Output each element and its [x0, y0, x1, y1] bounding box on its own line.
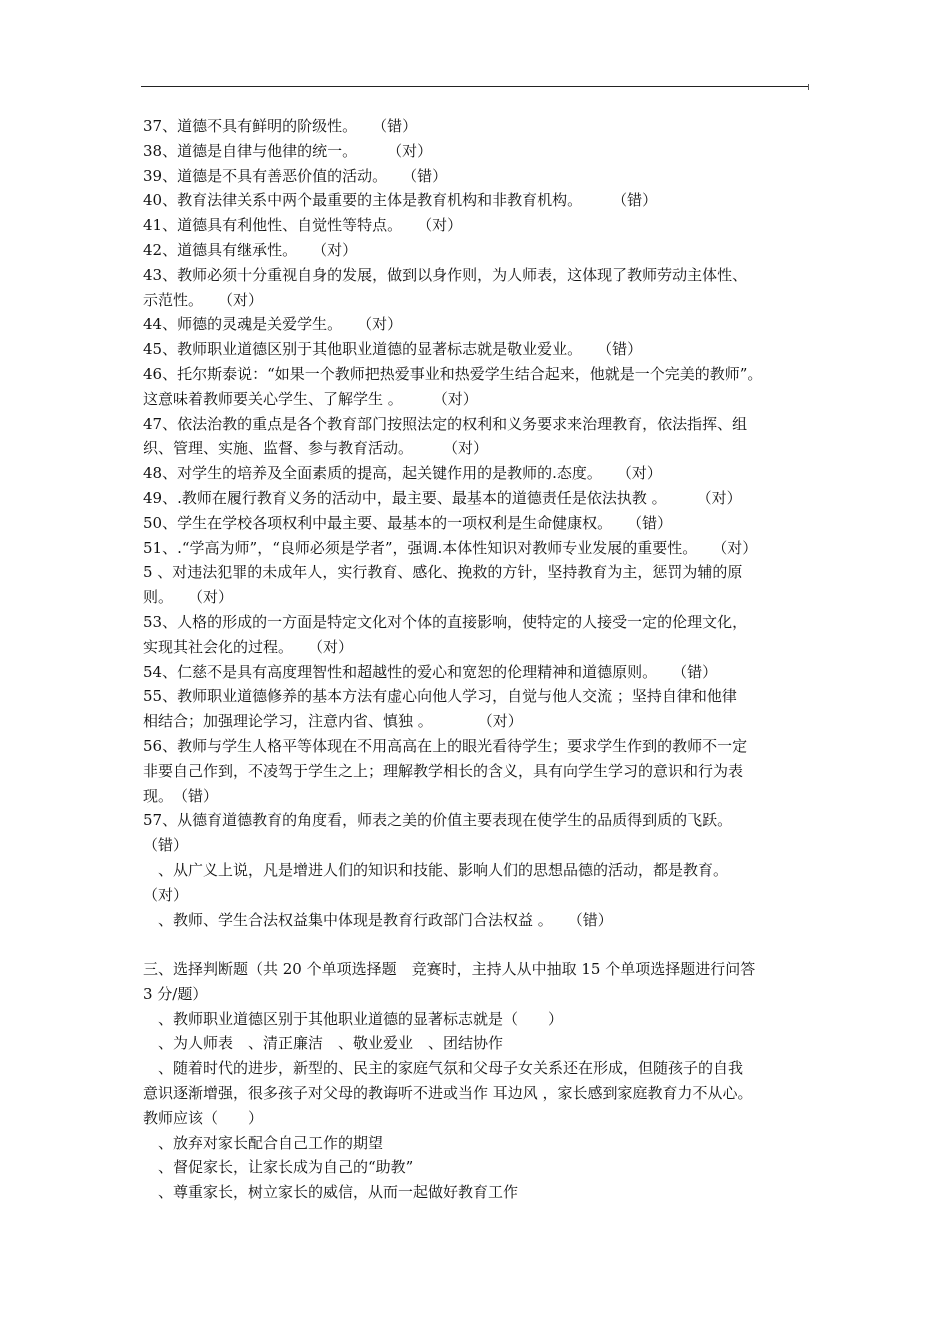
text-line: 教师应该（ ）	[143, 1108, 264, 1127]
text-line: 55、教师职业道德修养的基本方法有虚心向他人学习，自觉与他人交流 ；坚持自律和他律	[143, 687, 737, 706]
text-line: 实现其社会化的过程。 （对）	[143, 637, 354, 656]
text-line: 48、对学生的培养及全面素质的提高，起关键作用的是教师的.态度。 （对）	[143, 464, 662, 483]
text-line: 37、道德不具有鲜明的阶级性。 （错）	[143, 117, 418, 135]
header-rule-tick	[808, 84, 809, 90]
text-line: 57、从德育道德教育的角度看，师表之美的价值主要表现在使学生的品质得到质的飞跃。	[143, 811, 733, 830]
text-line: 、为人师表 、清正廉洁 、敬业爱业 、团结协作	[143, 1034, 504, 1053]
text-line: 44、师德的灵魂是关爱学生。 （对）	[143, 315, 403, 334]
text-line: 56、教师与学生人格平等体现在不用高高在上的眼光看待学生；要求学生作到的教师不一定	[143, 736, 748, 755]
text-line: 47、依法治教的重点是各个教育部门按照法定的权利和义务要求来治理教育，依法指挥、组	[143, 414, 748, 433]
text-line: 则。 （对）	[143, 588, 234, 607]
text-line: 示范性。 （对）	[143, 290, 264, 309]
text-line: 41、道德具有利他性、自觉性等特点。 （对）	[143, 216, 463, 235]
text-line: 39、道德是不具有善恶价值的活动。 （错）	[143, 166, 448, 185]
text-line: 意识逐渐增强，很多孩子对父母的教诲听不进或当作 耳边风 ，家长感到家庭教育力不从心。	[143, 1084, 753, 1103]
text-line: 、放弃对家长配合自己工作的期望	[143, 1133, 384, 1152]
text-line: （错）	[143, 836, 189, 855]
text-line: 、随着时代的进步，新型的、民主的家庭气氛和父母子女关系还在形成，但随孩子的自我	[143, 1059, 744, 1078]
text-line: 、教师、学生合法权益集中体现是教育行政部门合法权益 。 （错）	[143, 910, 613, 929]
text-line: 织、管理、实施、监督、参与教育活动。 （对）	[143, 439, 489, 458]
text-line: 50、学生在学校各项权利中最主要、最基本的一项权利是生命健康权。 （错）	[143, 513, 673, 532]
text-line: 相结合；加强理论学习，注意内省、慎独 。 （对）	[143, 712, 523, 731]
text-line: 、督促家长，让家长成为自己的“助教”	[143, 1158, 414, 1177]
header-rule	[141, 86, 808, 87]
document-body	[143, 114, 813, 1205]
text-line: 45、教师职业道德区别于其他职业道德的显著标志就是敬业爱业。 （错）	[143, 340, 643, 359]
text-line: 非要自己作到，不凌驾于学生之上；理解教学相长的含义，具有向学生学习的意识和行为表	[143, 761, 744, 780]
text-line: 3 分/题）	[143, 984, 208, 1003]
text-line: 、尊重家长，树立家长的威信，从而一起做好教育工作	[143, 1183, 519, 1202]
text-line: 、从广义上说，凡是增进人们的知识和技能、影响人们的思想品德的活动，都是教育。	[143, 860, 729, 879]
text-line: 现。 （错）	[143, 786, 219, 805]
text-line: 42、道德具有继承性。 （对）	[143, 240, 358, 259]
blank-line	[143, 932, 813, 957]
text-line: （对）	[143, 885, 189, 904]
text-line: 38、道德是自律与他律的统一。 （对）	[143, 141, 433, 160]
text-line: 40、教育法律关系中两个最重要的主体是教育机构和非教育机构。 （错）	[143, 191, 658, 210]
text-line: 49、.教师在履行教育义务的活动中，最主要、最基本的道德责任是依法执教 。 （对）	[143, 488, 742, 507]
text-line: 三、选择判断题（共 20 个单项选择题 竞赛时，主持人从中抽取 15 个单项选择题进行问答	[143, 960, 756, 979]
text-line: 43、教师必须十分重视自身的发展，做到以身作则，为人师表，这体现了教师劳动主体性、	[143, 265, 748, 284]
text-line: 51、.“学高为师”，“良师必须是学者”，强调.本体性知识对教师专业发展的重要性。 （对）	[143, 538, 758, 557]
text-line: 46、托尔斯泰说：“如果一个教师把热爱事业和热爱学生结合起来，他就是一个完美的教师”。	[143, 364, 763, 383]
text-line: 、教师职业道德区别于其他职业道德的显著标志就是（ ）	[143, 1009, 564, 1028]
text-line: 5 、对违法犯罪的未成年人，实行教育、感化、挽救的方针，坚持教育为主，惩罚为辅的原	[143, 563, 743, 582]
text-line: 53、人格的形成的一方面是特定文化对个体的直接影响，使特定的人接受一定的伦理文化，	[143, 612, 748, 631]
text-line: 这意味着教师要关心学生、了解学生 。 （对）	[143, 389, 478, 408]
text-line: 54、仁慈不是具有高度理智性和超越性的爱心和宽恕的伦理精神和道德原则。 （错）	[143, 662, 718, 681]
